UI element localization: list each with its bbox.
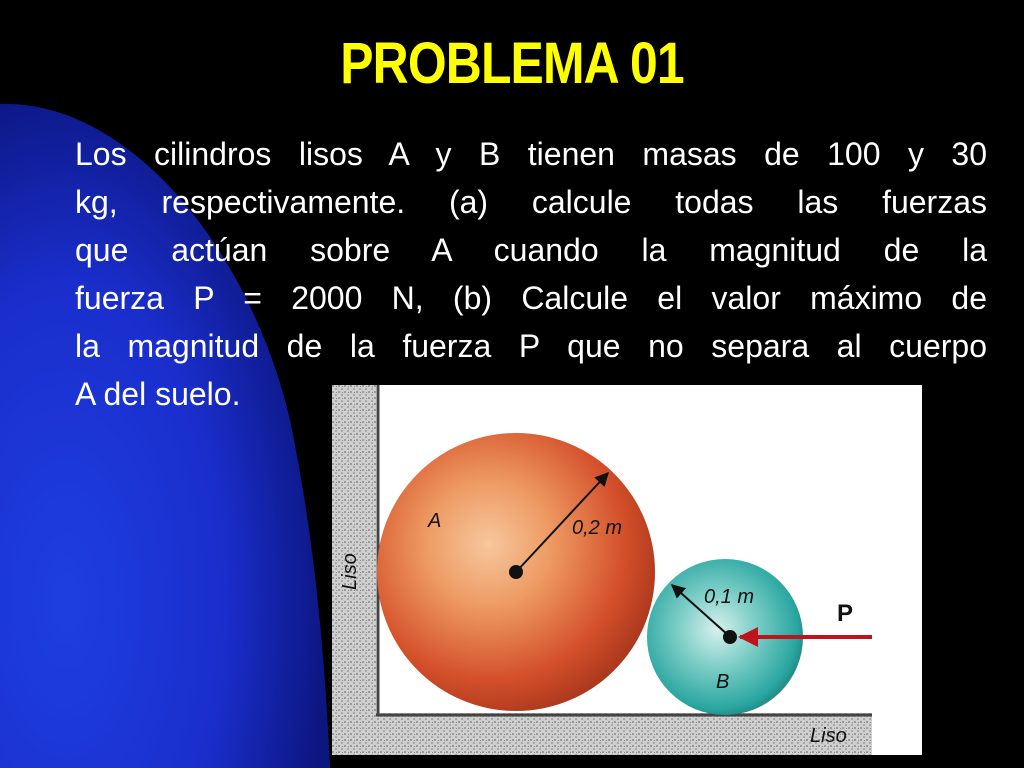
radius-b-label: 0,1 m — [704, 586, 755, 608]
problem-line: Los cilindros lisos A y B tienen masas de 100 y 30 — [75, 136, 987, 172]
problem-line: que actúan sobre A cuando la magnitud de la — [75, 232, 987, 268]
problem-line: kg, respectivamente. (a) calcule todas las fuerzas — [75, 184, 987, 220]
cylinders-diagram — [332, 385, 922, 755]
floor-label: Liso — [810, 725, 847, 747]
cylinder-a-label: A — [428, 510, 442, 532]
floor-hatch — [332, 713, 872, 755]
problem-line: A del suelo. — [75, 376, 241, 412]
cylinder-b-label: B — [716, 671, 730, 693]
wall-label: Liso — [339, 553, 361, 590]
force-p-label: P — [837, 600, 854, 627]
slide-title: PROBLEMA 01 — [340, 31, 684, 96]
cylinders-figure — [332, 385, 922, 755]
radius-a-label: 0,2 m — [572, 517, 623, 539]
problem-statement — [75, 130, 987, 418]
problem-line: la magnitud de la fuerza P que no separa al cuerpo — [75, 328, 987, 364]
problem-line: fuerza P = 2000 N, (b) Calcule el valor máximo de — [75, 280, 987, 316]
